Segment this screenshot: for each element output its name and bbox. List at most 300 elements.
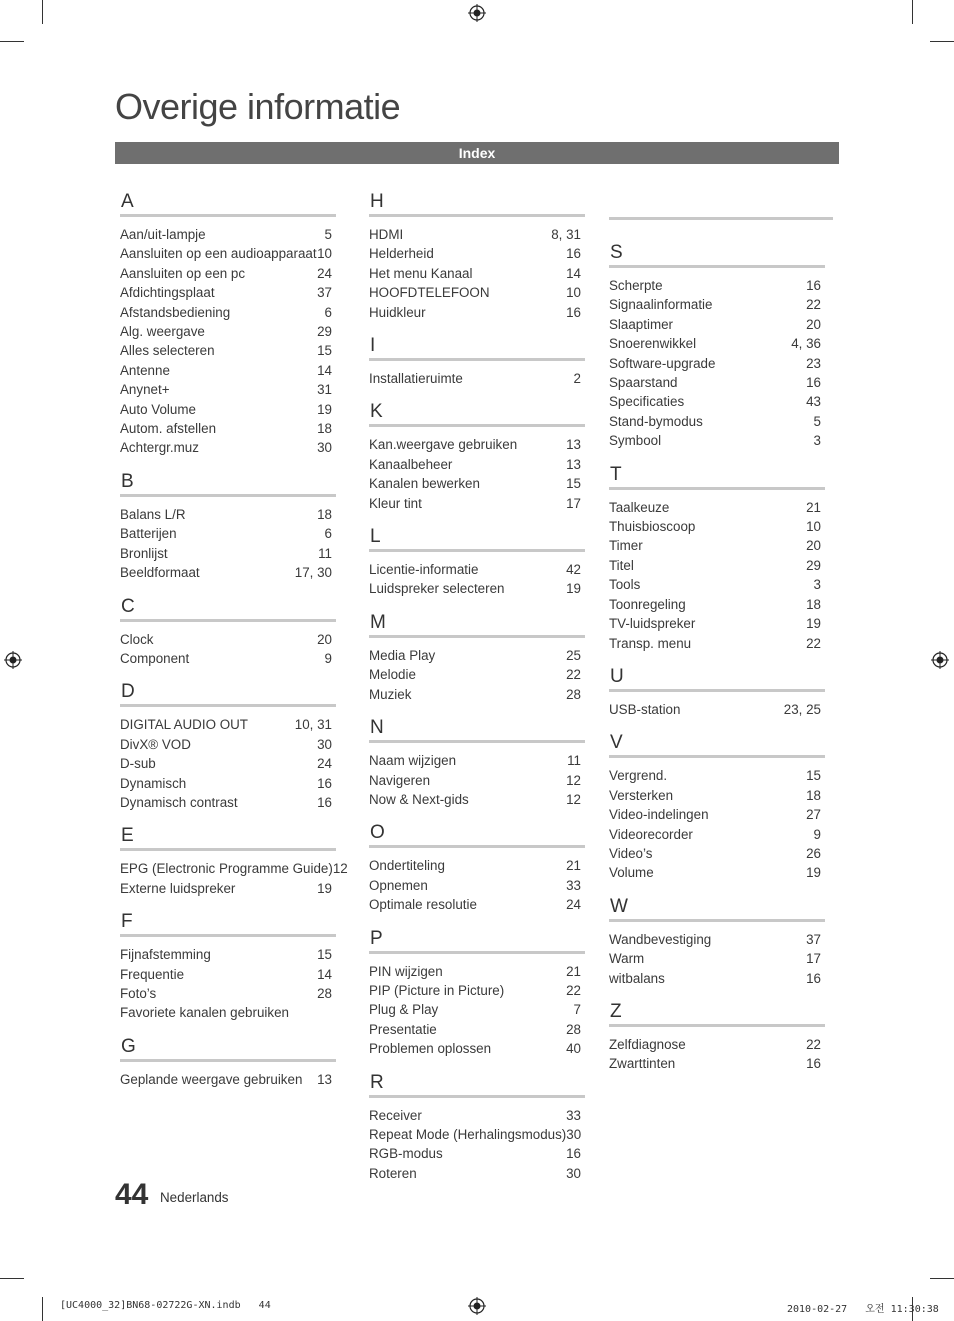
entry-page: 19 [317, 401, 332, 417]
index-section-c [120, 595, 334, 669]
entry-page: 6 [324, 304, 332, 320]
index-entry [120, 361, 334, 380]
section-letter: I [369, 334, 585, 361]
entry-page: 2 [573, 371, 581, 387]
section-letter: A [120, 190, 336, 217]
section-letter: W [609, 895, 825, 922]
entry-page: 21 [806, 499, 821, 515]
index-entry [609, 575, 823, 594]
entry-list [369, 361, 583, 388]
index-entry [609, 766, 823, 785]
index-entry [120, 283, 334, 302]
crop-mark [930, 1278, 954, 1279]
entry-term: Warm [609, 951, 645, 967]
entry-term: Achtergr.muz [120, 440, 199, 456]
entry-term: Media Play [369, 647, 436, 663]
entry-term: USB-station [609, 701, 681, 717]
index-entry [369, 876, 583, 895]
entry-term: HDMI [369, 227, 404, 242]
entry-page: 15 [317, 947, 332, 963]
entry-term: Afstandsbediening [120, 304, 231, 320]
index-entry [609, 786, 823, 805]
section-letter: L [369, 525, 585, 552]
entry-page: 19 [317, 880, 332, 896]
entry-page: 16 [566, 246, 581, 262]
entry-page: 14 [317, 362, 332, 378]
entry-page: 7 [573, 1002, 581, 1018]
index-entry [369, 225, 583, 244]
entry-list [120, 497, 334, 583]
index-section-o [369, 821, 583, 914]
entry-page: 15 [317, 343, 332, 359]
entry-page: 37 [806, 931, 821, 947]
entry-page: 21 [566, 963, 581, 979]
entry-term: Naam wijzigen [369, 753, 457, 769]
index-entry [609, 1054, 823, 1073]
entry-list [120, 707, 334, 812]
index-column-3 [609, 241, 823, 1086]
entry-page: 30 [317, 440, 332, 456]
entry-term: Videorecorder [609, 826, 693, 842]
entry-page: 3 [813, 577, 821, 593]
print-timestamp: 2010-02-27 오전 11:30:38 [787, 1304, 939, 1315]
entry-term: Alles selecteren [120, 343, 215, 359]
index-section-k [369, 400, 583, 513]
index-section-t [609, 463, 823, 653]
entry-term: Afdichtingsplaat [120, 285, 215, 301]
entry-term: Beeldformaat [120, 565, 200, 581]
entry-term: Snoerenwikkel [609, 336, 697, 352]
index-entry [120, 341, 334, 360]
entry-page: 10 [806, 519, 821, 535]
entry-term: Thuisbioscoop [609, 519, 696, 535]
entry-page: 16 [806, 278, 821, 293]
entry-term: Receiver [369, 1107, 422, 1123]
entry-page: 27 [806, 807, 821, 823]
index-entry [369, 685, 583, 704]
section-letter: D [120, 680, 336, 707]
entry-term: Kan.weergave gebruiken [369, 437, 518, 453]
entry-term: HOOFDTELEFOON [369, 285, 490, 301]
index-entry [120, 419, 334, 438]
index-entry [369, 981, 583, 1000]
entry-term: Autom. afstellen [120, 421, 217, 437]
entry-page: 13 [566, 437, 581, 453]
entry-page: 30 [317, 736, 332, 752]
index-entry [609, 412, 823, 431]
entry-page: 19 [566, 581, 581, 597]
index-section-v [609, 731, 823, 882]
entry-page: 23, 25 [783, 701, 821, 717]
entry-page: 21 [566, 858, 581, 874]
entry-page: 9 [324, 650, 332, 666]
section-letter: B [120, 470, 336, 497]
entry-term: Roteren [369, 1165, 417, 1181]
entry-term: Aansluiten op een pc [120, 265, 246, 281]
entry-term: Navigeren [369, 772, 431, 788]
entry-term: PIN wijzigen [369, 963, 443, 979]
index-entry [609, 373, 823, 392]
entry-term: Muziek [369, 686, 412, 702]
entry-term: Timer [609, 538, 643, 554]
section-letter: R [369, 1071, 585, 1098]
entry-page: 16 [806, 1056, 821, 1072]
entry-term: RGB-modus [369, 1146, 443, 1162]
entry-page: 19 [806, 865, 821, 881]
entry-term: Software-upgrade [609, 355, 716, 371]
entry-term: witbalans [609, 970, 665, 986]
index-entry [609, 844, 823, 863]
section-letter: U [609, 665, 825, 692]
entry-term: Aan/uit-lampje [120, 227, 206, 242]
index-entry [369, 560, 583, 579]
entry-term: Frequentie [120, 966, 185, 982]
entry-page: 11 [318, 545, 332, 561]
entry-term: Now & Next-gids [369, 791, 469, 807]
entry-term: Volume [609, 865, 654, 881]
entry-page: 22 [806, 297, 821, 313]
section-letter: C [120, 595, 336, 622]
index-entry [120, 793, 334, 812]
entry-page: 33 [566, 1107, 581, 1123]
index-section-u [609, 665, 823, 719]
index-entry [120, 380, 334, 399]
index-section-r [369, 1071, 583, 1184]
entry-page: 16 [806, 375, 821, 391]
index-entry [120, 879, 334, 898]
entry-page: 16 [317, 775, 332, 791]
entry-term: Alg. weergave [120, 324, 205, 340]
section-letter: G [120, 1035, 336, 1062]
index-entry [609, 556, 823, 575]
entry-page: 13 [317, 1071, 332, 1087]
entry-term: Geplande weergave gebruiken [120, 1071, 303, 1087]
entry-list [120, 851, 348, 898]
entry-term: Video’s [609, 845, 653, 861]
entry-page: 15 [566, 476, 581, 492]
index-entry [120, 322, 334, 341]
entry-page: 37 [317, 285, 332, 301]
index-entry [609, 517, 823, 536]
entry-list [369, 217, 583, 322]
entry-list [369, 954, 583, 1059]
page-number: 44 [115, 1178, 149, 1211]
index-section-g [120, 1035, 334, 1089]
index-entry [120, 630, 334, 649]
section-letter: S [609, 241, 825, 268]
entry-page: 14 [317, 966, 332, 982]
entry-page: 24 [317, 265, 332, 281]
page-title: Overige informatie [115, 86, 401, 127]
index-column-2 [369, 190, 583, 1195]
index-entry [120, 754, 334, 773]
entry-list [609, 268, 823, 451]
index-entry [609, 315, 823, 334]
entry-page: 13 [566, 456, 581, 472]
entry-term: Zwarttinten [609, 1056, 676, 1072]
index-entry [609, 949, 823, 968]
entry-page: 16 [566, 1146, 581, 1162]
index-section-h [369, 190, 583, 322]
entry-page: 23 [806, 355, 821, 371]
entry-term: Dynamisch [120, 775, 187, 791]
entry-page: 18 [806, 787, 821, 803]
index-entry [609, 863, 823, 882]
entry-page: 10, 31 [294, 717, 332, 733]
crop-mark [0, 41, 24, 42]
index-entry [120, 244, 334, 263]
crop-mark [42, 1297, 43, 1321]
entry-term: Toonregeling [609, 596, 686, 612]
entry-page: 42 [566, 562, 581, 578]
entry-page: 4, 36 [791, 336, 821, 352]
index-entry [369, 369, 583, 388]
entry-page: 33 [566, 877, 581, 893]
page-language: Nederlands [160, 1190, 229, 1205]
section-letter: Z [609, 1000, 825, 1027]
index-entry [609, 276, 823, 295]
entry-term: Scherpte [609, 278, 663, 293]
crop-mark [912, 0, 913, 24]
entry-term: Aansluiten op een audioapparaat [120, 246, 317, 262]
crop-mark [42, 0, 43, 24]
entry-list [609, 692, 823, 719]
entry-term: Vergrend. [609, 768, 668, 784]
index-entry [120, 965, 334, 984]
entry-term: D-sub [120, 756, 156, 772]
index-entry [120, 774, 334, 793]
entry-term: Batterijen [120, 526, 177, 542]
entry-page: 24 [566, 897, 581, 913]
entry-term: Kleur tint [369, 495, 422, 511]
entry-page: 18 [317, 506, 332, 522]
index-entry [609, 431, 823, 450]
entry-term: Externe luidspreker [120, 880, 236, 896]
entry-page: 5 [813, 413, 821, 429]
index-entry [369, 962, 583, 981]
entry-term: Bronlijst [120, 545, 168, 561]
entry-term: Kanaalbeheer [369, 456, 453, 472]
index-entry [609, 614, 823, 633]
entry-page: 22 [566, 982, 581, 998]
entry-term: DivX® VOD [120, 736, 191, 752]
index-entry [609, 700, 823, 719]
entry-list [609, 1027, 823, 1074]
entry-page: 16 [317, 794, 332, 810]
entry-page: 5 [324, 227, 332, 242]
index-entry [120, 303, 334, 322]
section-letter: M [369, 611, 585, 638]
entry-page: 20 [806, 316, 821, 332]
entry-term: TV-luidspreker [609, 616, 696, 632]
entry-term: Dynamisch contrast [120, 794, 238, 810]
index-entry [609, 1035, 823, 1054]
index-entry [609, 805, 823, 824]
entry-page: 28 [566, 686, 581, 702]
index-entry [369, 646, 583, 665]
entry-term: Ondertiteling [369, 858, 445, 874]
entry-list [369, 848, 583, 914]
entry-term: Component [120, 650, 190, 666]
crop-mark [930, 41, 954, 42]
entry-term: Favoriete kanalen gebruiken [120, 1005, 289, 1021]
section-letter: T [609, 463, 825, 490]
index-heading: Index [115, 142, 839, 164]
index-entry [120, 505, 334, 524]
entry-term: Repeat Mode (Herhalingsmodus) [369, 1126, 567, 1142]
index-entry [369, 455, 583, 474]
entry-term: Licentie-informatie [369, 562, 479, 578]
entry-page: 28 [566, 1021, 581, 1037]
entry-term: Specificaties [609, 394, 685, 410]
entry-term: Helderheid [369, 246, 434, 262]
index-entry [369, 790, 583, 809]
entry-term: Presentatie [369, 1021, 437, 1037]
index-section-z [609, 1000, 823, 1074]
index-entry [120, 438, 334, 457]
entry-term: Foto’s [120, 985, 157, 1001]
index-section-e [120, 824, 348, 898]
index-entry [369, 494, 583, 513]
entry-page: 16 [566, 304, 581, 320]
entry-term: Spaarstand [609, 375, 678, 391]
entry-list [369, 1098, 583, 1184]
entry-page: 18 [317, 421, 332, 437]
entry-list [120, 217, 334, 458]
entry-page: 12 [566, 772, 581, 788]
index-section-d [120, 680, 334, 812]
entry-list [609, 922, 823, 988]
index-entry [369, 1039, 583, 1058]
index-entry [369, 665, 583, 684]
entry-term: Signaalinformatie [609, 297, 713, 313]
registration-mark-icon [4, 651, 22, 669]
entry-term: Transp. menu [609, 635, 692, 651]
index-entry [120, 984, 334, 1003]
index-entry [369, 1125, 583, 1144]
index-entry [609, 930, 823, 949]
index-entry [609, 334, 823, 353]
entry-page: 26 [806, 845, 821, 861]
entry-term: Zelfdiagnose [609, 1036, 686, 1052]
index-entry [120, 715, 334, 734]
index-entry [369, 303, 583, 322]
section-letter: K [369, 400, 585, 427]
index-entry [120, 524, 334, 543]
index-entry [369, 1106, 583, 1125]
entry-list [120, 622, 334, 669]
entry-page: 31 [317, 382, 332, 398]
entry-term: Balans L/R [120, 506, 186, 522]
entry-list [369, 743, 583, 809]
section-letter: P [369, 927, 585, 954]
entry-page: 17 [566, 495, 581, 511]
entry-page: 9 [813, 826, 821, 842]
entry-page: 24 [317, 756, 332, 772]
index-section-b [120, 470, 334, 583]
entry-page: 25 [566, 647, 581, 663]
entry-list [609, 758, 823, 882]
entry-list [609, 490, 823, 653]
index-entry [369, 1144, 583, 1163]
entry-page: 14 [566, 265, 581, 281]
section-letter: N [369, 716, 585, 743]
entry-page: 3 [813, 433, 821, 449]
index-section-f [120, 910, 334, 1023]
entry-term: Luidspreker selecteren [369, 581, 505, 597]
entry-page: 17, 30 [294, 565, 332, 581]
index-entry [609, 634, 823, 653]
index-entry [609, 536, 823, 555]
entry-term: Slaaptimer [609, 316, 674, 332]
entry-list [120, 1062, 334, 1089]
index-section-n [369, 716, 583, 809]
index-entry [609, 969, 823, 988]
entry-term: Het menu Kanaal [369, 265, 473, 281]
index-entry [120, 649, 334, 668]
index-entry [369, 751, 583, 770]
index-entry [120, 264, 334, 283]
entry-term: Problemen oplossen [369, 1041, 492, 1057]
entry-term: Anynet+ [120, 382, 170, 398]
entry-page: 40 [566, 1041, 581, 1057]
registration-mark-icon [931, 651, 949, 669]
entry-term: Video-indelingen [609, 807, 709, 823]
index-entry [609, 392, 823, 411]
column-top-rule [609, 217, 833, 220]
index-entry [369, 895, 583, 914]
entry-page: 22 [806, 1036, 821, 1052]
entry-page: 16 [806, 970, 821, 986]
entry-term: Versterken [609, 787, 674, 803]
index-entry [120, 225, 334, 244]
entry-list [369, 638, 583, 704]
entry-page: 29 [806, 557, 821, 573]
entry-term: Huidkleur [369, 304, 426, 320]
entry-page: 12 [566, 791, 581, 807]
index-entry [120, 400, 334, 419]
print-file-info: [UC4000_32]BN68-02722G-XN.indb 44 [60, 1300, 271, 1311]
index-entry [120, 1003, 334, 1022]
registration-mark-icon [468, 4, 486, 22]
section-letter: H [369, 190, 585, 217]
entry-page: 20 [317, 631, 332, 647]
index-entry [369, 435, 583, 454]
index-entry [609, 595, 823, 614]
index-section-a [120, 190, 334, 458]
entry-page: 6 [324, 526, 332, 542]
entry-page: 15 [806, 768, 821, 784]
index-entry [609, 295, 823, 314]
index-column-1 [120, 190, 348, 1101]
index-entry [120, 544, 334, 563]
entry-page: 17 [806, 951, 821, 967]
crop-mark [0, 1278, 24, 1279]
index-entry [369, 1020, 583, 1039]
index-section-m [369, 611, 583, 704]
section-letter: F [120, 910, 336, 937]
entry-page: 30 [566, 1165, 581, 1181]
entry-page: 11 [567, 753, 581, 769]
entry-term: Fijnafstemming [120, 947, 211, 963]
index-entry [120, 563, 334, 582]
entry-term: Tools [609, 577, 641, 593]
entry-list [120, 937, 334, 1023]
entry-term: Stand-bymodus [609, 413, 703, 429]
entry-term: Plug & Play [369, 1002, 439, 1018]
index-entry [369, 1164, 583, 1183]
entry-page: 22 [566, 667, 581, 683]
